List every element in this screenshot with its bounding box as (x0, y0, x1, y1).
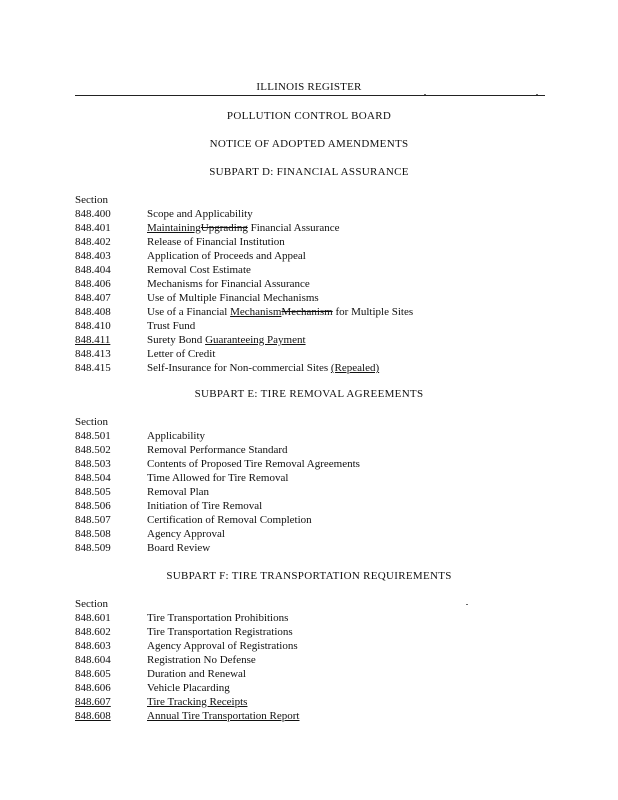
title-text: Scope and Applicability (147, 208, 253, 220)
section-number: 848.415 (75, 362, 111, 374)
section-number: 848.408 (75, 306, 111, 318)
section-row (75, 485, 545, 499)
section-title (147, 667, 545, 681)
section-row (75, 277, 545, 291)
section-number: 848.502 (75, 444, 111, 456)
section-row (75, 471, 545, 485)
section-title (147, 527, 545, 541)
section-title (147, 625, 545, 639)
section-row (75, 291, 545, 305)
section-number: 848.605 (75, 668, 111, 680)
title-text: Use of Multiple Financial Mechanisms (147, 292, 319, 304)
section-title (147, 277, 545, 291)
title-text: Agency Approval (147, 528, 225, 540)
inserted-text: Annual Tire Transportation Report (147, 710, 300, 722)
title-text: Letter of Credit (147, 348, 216, 360)
section-title (147, 443, 545, 457)
section-title (147, 249, 545, 263)
title-text: Registration No Defense (147, 654, 256, 666)
section-title (147, 639, 545, 653)
title-text: Board Review (147, 542, 211, 554)
section-row (75, 333, 545, 347)
section-number: 848.503 (75, 458, 111, 470)
title-text: Mechanisms for Financial Assurance (147, 278, 310, 290)
section-row (75, 361, 545, 375)
section-row (75, 347, 545, 361)
section-rows (75, 429, 545, 555)
title-text: for Multiple Sites (332, 306, 414, 318)
section-title (147, 541, 545, 555)
section-row (75, 429, 545, 443)
title-text: Removal Performance Standard (147, 444, 288, 456)
section-title (147, 499, 545, 513)
section-row (75, 667, 545, 681)
section-row (75, 639, 545, 653)
title-text: Application of Proceeds and Appeal (147, 250, 306, 262)
scan-artifact (424, 94, 426, 95)
section-label: Section (75, 598, 108, 610)
title-text: Use of a Financial (147, 306, 231, 318)
title-text: Financial Assurance (247, 222, 340, 234)
title-text: Duration and Renewal (147, 668, 246, 680)
section-row (75, 541, 545, 555)
section-title (147, 513, 545, 527)
title-text: Time Allowed for Tire Removal (147, 472, 289, 484)
inserted-text: Tire Tracking Receipts (147, 696, 248, 708)
title-text: Release of Financial Institution (147, 236, 285, 248)
section-number: 848.410 (75, 320, 111, 332)
section-rows (75, 611, 545, 723)
section-number: 848.504 (75, 472, 111, 484)
section-row (75, 625, 545, 639)
title-text: Initiation of Tire Removal (147, 500, 263, 512)
subpart-d-heading: SUBPART D: FINANCIAL ASSURANCE (209, 166, 409, 178)
section-title (147, 709, 545, 723)
section-number: 848.401 (75, 222, 111, 234)
section-title (147, 319, 545, 333)
section-title (147, 333, 545, 347)
section-row (75, 513, 545, 527)
inserted-text: Guaranteeing Payment (205, 334, 306, 346)
section-row (75, 527, 545, 541)
section-number: 848.407 (75, 292, 111, 304)
section-number: 848.602 (75, 626, 111, 638)
section-row (75, 235, 545, 249)
section-number: 848.603 (75, 640, 111, 652)
title-text: Removal Plan (147, 486, 210, 498)
section-row (75, 443, 545, 457)
section-title (147, 361, 545, 375)
section-number: 848.413 (75, 348, 111, 360)
section-number: 848.406 (75, 278, 111, 290)
section-row (75, 207, 545, 221)
inserted-text: Maintaining (147, 222, 201, 234)
section-label: Section (75, 194, 108, 206)
section-number: 848.402 (75, 236, 111, 248)
section-title (147, 221, 545, 235)
section-number: 848.404 (75, 264, 111, 276)
title-text: Contents of Proposed Tire Removal Agreements (147, 458, 360, 470)
section-number: 848.601 (75, 612, 111, 624)
section-row (75, 653, 545, 667)
section-row (75, 263, 545, 277)
section-number: 848.608 (75, 710, 111, 722)
section-title (147, 291, 545, 305)
section-number: 848.400 (75, 208, 111, 220)
section-row (75, 457, 545, 471)
section-number: 848.607 (75, 696, 111, 708)
section-title (147, 485, 545, 499)
title-text: Agency Approval of Registrations (147, 640, 298, 652)
section-title (147, 235, 545, 249)
section-row (75, 249, 545, 263)
section-number: 848.501 (75, 430, 111, 442)
title-text: Self-Insurance for Non-commercial Sites (147, 362, 331, 374)
notice-title: NOTICE OF ADOPTED AMENDMENTS (209, 138, 409, 150)
section-title (147, 263, 545, 277)
header-rule (75, 95, 545, 96)
subpart-e-list (75, 415, 545, 555)
section-number: 848.604 (75, 654, 111, 666)
title-text: Vehicle Placarding (147, 682, 230, 694)
section-title (147, 653, 545, 667)
inserted-text: (Repealed) (330, 362, 380, 374)
section-title (147, 207, 545, 221)
section-title (147, 429, 545, 443)
subpart-e-heading: SUBPART E: TIRE REMOVAL AGREEMENTS (194, 388, 424, 400)
title-text: Removal Cost Estimate (147, 264, 251, 276)
subpart-d-list (75, 193, 545, 375)
subpart-f-heading: SUBPART F: TIRE TRANSPORTATION REQUIREMENTS (166, 570, 452, 582)
section-row (75, 499, 545, 513)
section-title (147, 347, 545, 361)
title-text: Certification of Removal Completion (147, 514, 312, 526)
inserted-text: Mechanism (230, 306, 282, 318)
section-row (75, 221, 545, 235)
section-rows (75, 207, 545, 375)
deleted-text: Mechanism (281, 306, 333, 318)
section-label: Section (75, 416, 108, 428)
title-text: Tire Transportation Registrations (147, 626, 293, 638)
section-number: 848.508 (75, 528, 111, 540)
scan-artifact (466, 604, 468, 605)
section-row (75, 709, 545, 723)
section-number: 848.606 (75, 682, 111, 694)
section-row (75, 305, 545, 319)
section-title (147, 471, 545, 485)
scan-artifact (536, 94, 538, 95)
section-title (147, 457, 545, 471)
title-text: Trust Fund (147, 320, 196, 332)
title-text: Applicability (147, 430, 206, 442)
section-number: 848.403 (75, 250, 111, 262)
board-title: POLLUTION CONTROL BOARD (226, 110, 392, 122)
section-number: 848.509 (75, 542, 111, 554)
section-number: 848.411 (75, 334, 111, 346)
section-number: 848.506 (75, 500, 111, 512)
section-title (147, 695, 545, 709)
section-title (147, 305, 545, 319)
section-row (75, 611, 545, 625)
deleted-text: Upgrading (200, 222, 248, 234)
title-text: Tire Transportation Prohibitions (147, 612, 289, 624)
section-row (75, 319, 545, 333)
section-title (147, 611, 545, 625)
section-title (147, 681, 545, 695)
section-number: 848.505 (75, 486, 111, 498)
section-row (75, 695, 545, 709)
section-row (75, 681, 545, 695)
register-title: ILLINOIS REGISTER (256, 81, 362, 93)
subpart-f-list (75, 597, 545, 723)
section-number: 848.507 (75, 514, 111, 526)
title-text: Surety Bond (147, 334, 206, 346)
